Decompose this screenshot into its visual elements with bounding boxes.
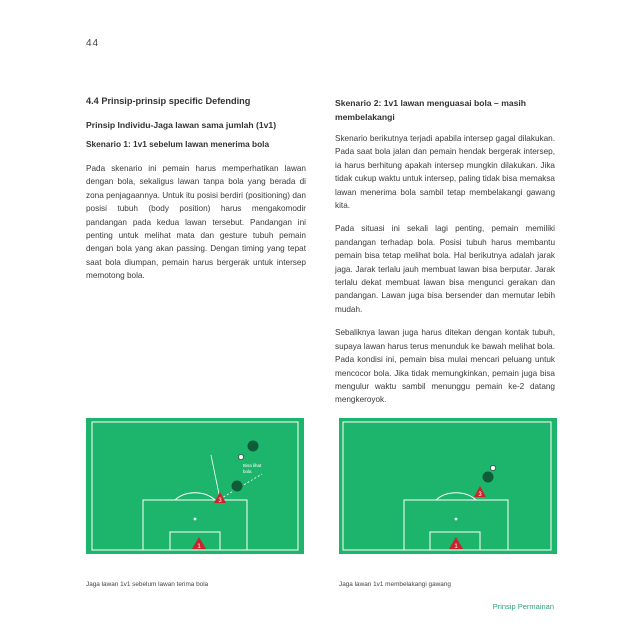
subtitle: Prinsip Individu-Jaga lawan sama jumlah (1v1)	[86, 120, 277, 130]
pitch-background	[339, 418, 557, 554]
pitch-diagram-right	[339, 418, 557, 554]
opponent-with-ball	[483, 472, 494, 483]
caption-left: Jaga lawan 1v1 sebelum lawan terima bola	[86, 581, 209, 588]
scenario-2-paragraph-1: Skenario berikutnya terjadi apabila intersep gagal dilakukan. Pada saat bola jalan dan pemain hendak bergerak intersep, ia harus berhitung apakah intersep mungkin dilakukan. Jika tidak cukup waktu untuk intersep, paling tidak bisa memaksa lawan menerima bola sambil tetap membelakangi gawang kita.	[335, 134, 555, 211]
vision-label-line-2: bola	[243, 469, 252, 474]
scenario-1-title: Skenario 1: 1v1 sebelum lawan menerima bola	[86, 139, 270, 149]
left-column	[86, 96, 306, 293]
scenario-2-title: Skenario 2: 1v1 lawan menguasai bola – masih membelakangi	[335, 98, 527, 122]
scenario-1-paragraph: Pada skenario ini pemain harus memperhatikan lawan dengan bola, sekaligus lawan tanpa bola yang berada di zona penjagaannya. Untuk itu posisi berdiri (positioning) dan posisi tubuh (body position) harus mengakomodir pandangan pada kedua lawan tersebut. Pandangan ini penting untuk melihat mata dan gesture tubuh pemain dengan bola yang akan passing. Dengan timing yang tepat saat bola diumpan, pemain harus bergerak untuk intersep memotong bola.	[86, 164, 306, 281]
defender-number: 3	[218, 498, 222, 504]
right-column	[335, 96, 555, 417]
page-number: 44	[86, 38, 100, 49]
opponent-with-ball	[248, 441, 259, 452]
penalty-spot	[455, 518, 458, 521]
scenario-2-paragraph-2: Pada situasi ini sekali lagi penting, pemain memiliki pandangan terhadap bola. Posisi tubuh harus membantu pemain bisa tetap melihat bola. Hal berikutnya adalah jarak jaga. Jarak terlalu jauh membuat lawan bisa berputar. Jarak terlalu dekat membuat lawan bisa mengunci gerakan dan pandangan. Lawan juga bisa bersender dan memutar lebih mudah.	[335, 224, 555, 314]
keeper-number: 1	[197, 543, 201, 550]
vision-label-line-1: Bisa lihat	[243, 463, 262, 468]
scenario-2-paragraph-3: Sebaliknya lawan juga harus ditekan dengan kontak tubuh, supaya lawan harus terus menunduk ke bawah melihat bola. Pada kondisi ini, pemain bisa mulai mencari peluang untuk mencocor bola. Jika tidak memungkinkan, pemain juga bisa mengulur waktu sambil menunggu pemain ke-2 datang mengkeroyok.	[335, 328, 555, 405]
ball-icon	[490, 465, 495, 470]
footer-section-name: Prinsip Permainan	[492, 602, 554, 611]
defender-number: 3	[478, 492, 482, 498]
section-title: 4.4 Prinsip-prinsip specific Defending	[86, 96, 251, 106]
keeper-number: 1	[454, 543, 458, 550]
ball-icon	[238, 454, 243, 459]
pitch-diagram-left	[86, 418, 304, 554]
penalty-spot	[194, 518, 197, 521]
pitch-background	[86, 418, 304, 554]
opponent-without-ball	[232, 481, 243, 492]
caption-right: Jaga lawan 1v1 membelakangi gawang	[339, 581, 451, 588]
